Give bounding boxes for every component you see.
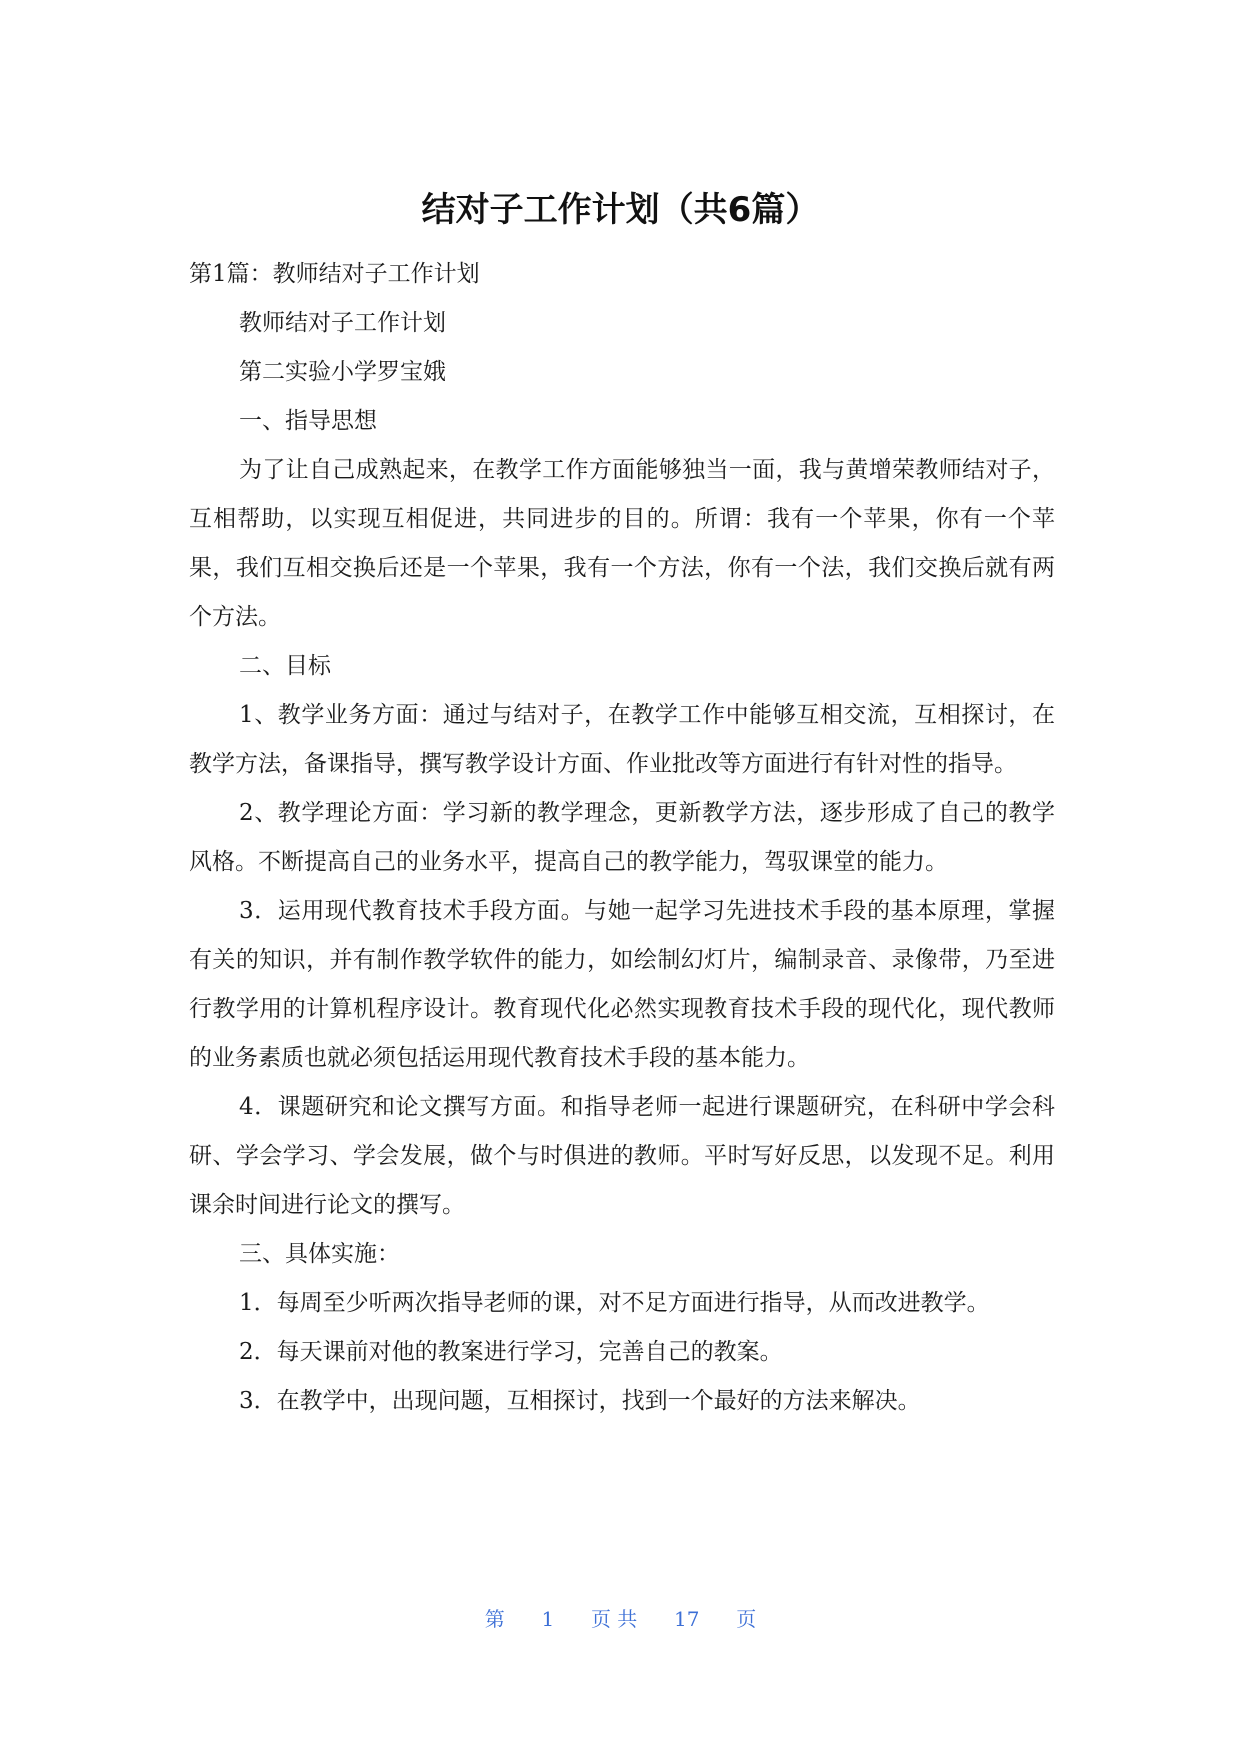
- paragraph-guiding-idea: 为了让自己成熟起来，在教学工作方面能够独当一面，我与黄增荣教师结对子，互相帮助，以实现互相促进，共同进步的目的。所谓：我有一个苹果，你有一个苹果，我们互相交换后还是一个苹果，我有一个方法，你有一个法，我们交换后就有两个方法。: [189, 457, 1055, 630]
- heading-implementation: 三、具体实施：: [239, 1241, 400, 1267]
- goal-item-2: 2、教学理论方面：学习新的教学理念，更新教学方法，逐步形成了自己的教学风格。不断提高自己的业务水平，提高自己的教学能力，驾驭课堂的能力。: [189, 800, 1055, 875]
- implementation-item-3: 3．在教学中，出现问题，互相探讨，找到一个最好的方法来解决。: [239, 1388, 921, 1414]
- goal-item-3: 3．运用现代教育技术手段方面。与她一起学习先进技术手段的基本原理，掌握有关的知识，并有制作教学软件的能力，如绘制幻灯片，编制录音、录像带，乃至进行教学用的计算机程序设计。教育现代化必然实现教育技术手段的现代化，现代教师的业务素质也就必须包括运用现代教育技术手段的基本能力。: [189, 898, 1055, 1071]
- footer-current-page: 1: [541, 1607, 555, 1631]
- footer-middle: 页 共: [590, 1607, 638, 1631]
- goal-item-4: 4．课题研究和论文撰写方面。和指导老师一起进行课题研究，在科研中学会科研、学会学习、学会发展，做个与时俱进的教师。平时写好反思，以发现不足。利用课余时间进行论文的撰写。: [189, 1094, 1055, 1218]
- section-heading: 第1篇：教师结对子工作计划: [189, 261, 480, 287]
- heading-goals: 二、目标: [239, 653, 331, 679]
- document-body: [189, 250, 1055, 1426]
- footer-prefix: 第: [484, 1607, 505, 1631]
- footer-suffix: 页: [736, 1607, 757, 1631]
- article-title: 教师结对子工作计划: [239, 310, 446, 336]
- goal-item-1: 1、教学业务方面：通过与结对子，在教学工作中能够互相交流，互相探讨，在教学方法，备课指导，撰写教学设计方面、作业批改等方面进行有针对性的指导。: [189, 702, 1055, 777]
- author-line: 第二实验小学罗宝娥: [239, 359, 446, 385]
- document-title: 结对子工作计划（共6篇）: [421, 190, 820, 230]
- implementation-item-2: 2．每天课前对他的教案进行学习，完善自己的教案。: [239, 1339, 783, 1365]
- heading-guiding-idea: 一、指导思想: [239, 408, 377, 434]
- page-footer: [0, 1604, 1241, 1634]
- implementation-item-1: 1．每周至少听两次指导老师的课，对不足方面进行指导，从而改进教学。: [239, 1290, 990, 1316]
- footer-total-pages: 17: [674, 1607, 700, 1631]
